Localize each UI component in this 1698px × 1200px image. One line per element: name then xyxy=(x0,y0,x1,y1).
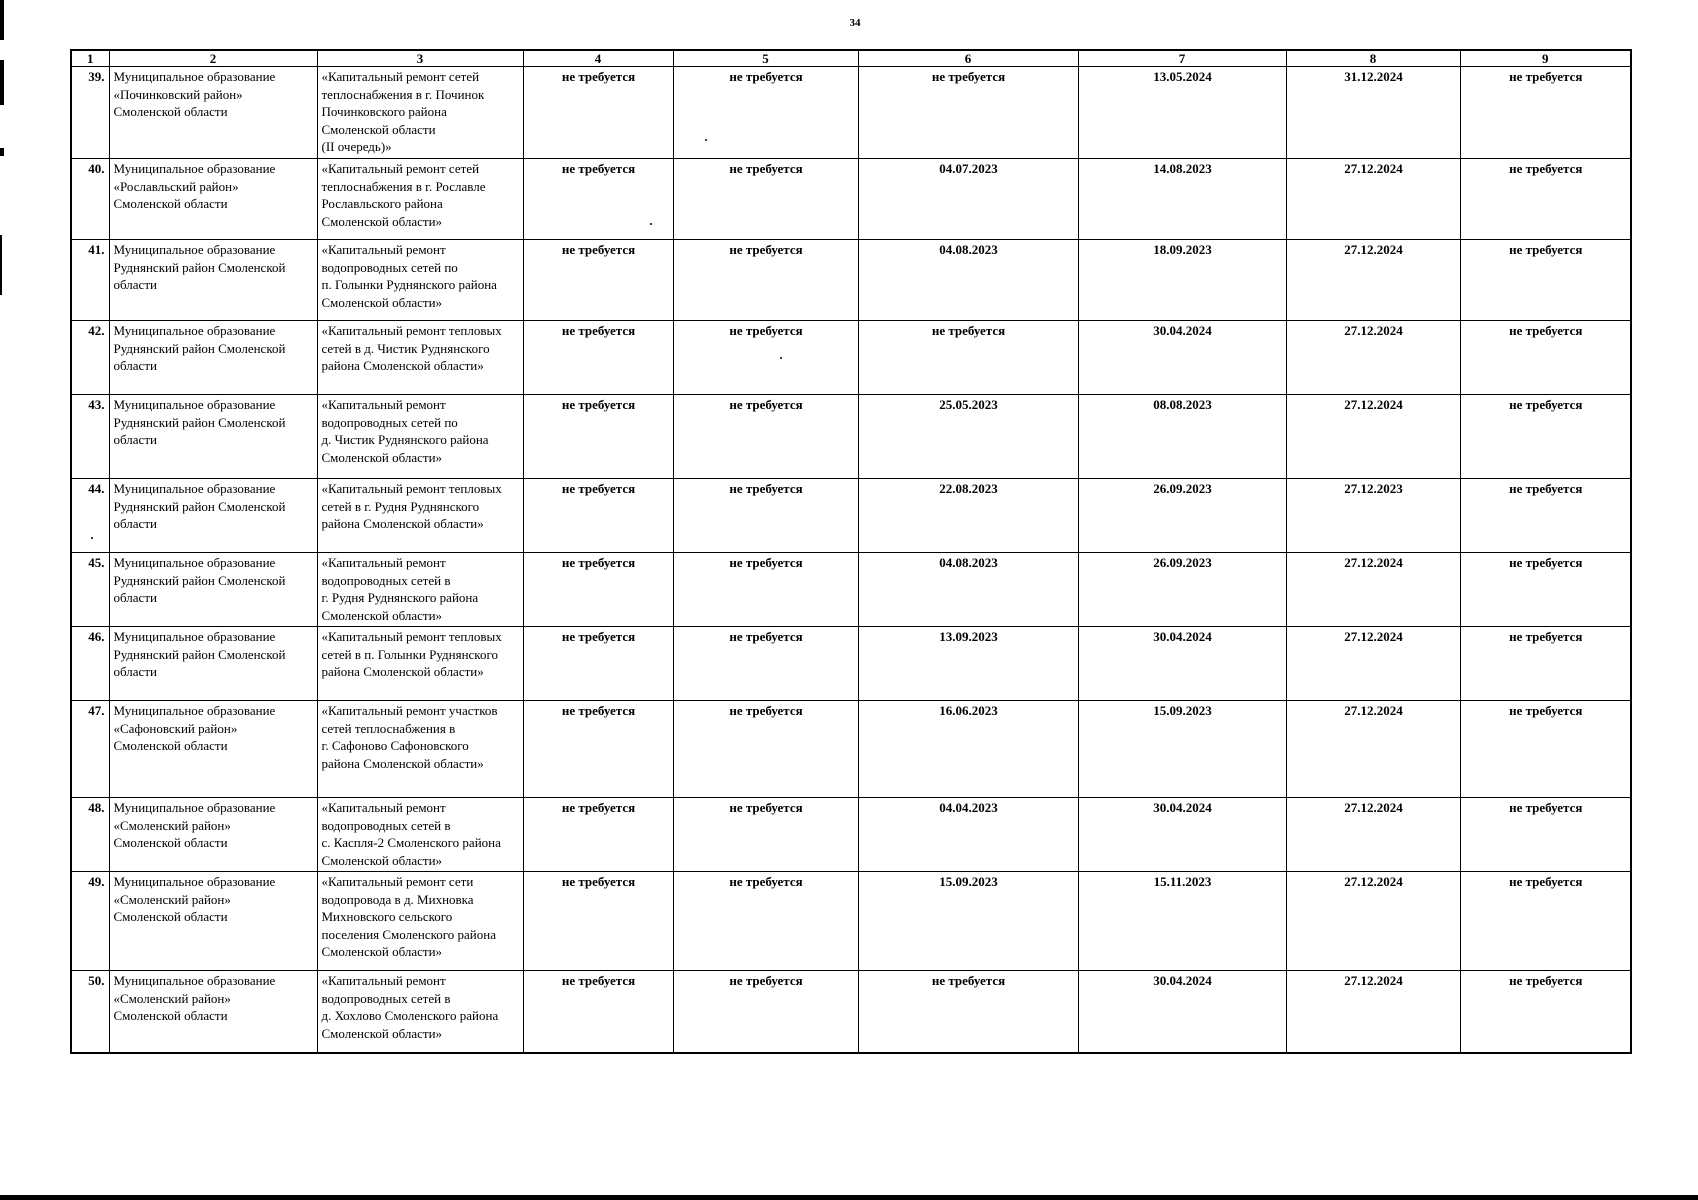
column-number-header: 1 xyxy=(71,50,109,67)
col9-cell: не требуется xyxy=(1460,553,1631,627)
scan-edge-mark xyxy=(0,235,2,295)
col9-cell: не требуется xyxy=(1460,971,1631,1053)
col5-cell: не требуется xyxy=(673,971,858,1053)
col4-cell: не требуется xyxy=(523,553,673,627)
col6-cell: 13.09.2023 xyxy=(858,627,1078,701)
column-number-header: 8 xyxy=(1286,50,1460,67)
municipality-cell: Муниципальное образование Руднянский район Смоленской области xyxy=(109,240,317,321)
scan-edge-mark xyxy=(0,148,4,156)
col4-cell: не требуется xyxy=(523,395,673,479)
col4-cell: не требуется xyxy=(523,159,673,240)
col7-cell: 30.04.2024 xyxy=(1078,321,1286,395)
col5-cell: не требуется xyxy=(673,67,858,159)
col4-cell: не требуется xyxy=(523,798,673,872)
table-row xyxy=(71,240,1631,321)
row-number-cell: 47. xyxy=(71,701,109,798)
row-number-cell: 42. xyxy=(71,321,109,395)
stray-dot xyxy=(780,357,782,359)
column-number-header: 5 xyxy=(673,50,858,67)
stray-dot xyxy=(650,223,652,225)
municipality-cell: Муниципальное образование «Смоленский район» Смоленской области xyxy=(109,971,317,1053)
col9-cell: не требуется xyxy=(1460,67,1631,159)
column-number-header: 3 xyxy=(317,50,523,67)
col7-cell: 14.08.2023 xyxy=(1078,159,1286,240)
col4-cell: не требуется xyxy=(523,971,673,1053)
col6-cell: не требуется xyxy=(858,971,1078,1053)
col8-cell: 27.12.2024 xyxy=(1286,701,1460,798)
col9-cell: не требуется xyxy=(1460,479,1631,553)
col6-cell: 04.08.2023 xyxy=(858,240,1078,321)
col8-cell: 31.12.2024 xyxy=(1286,67,1460,159)
col5-cell: не требуется xyxy=(673,872,858,971)
project-name-cell: «Капитальный ремонт тепловых сетей в г. Рудня Руднянского района Смоленской области» xyxy=(317,479,523,553)
col5-cell: не требуется xyxy=(673,479,858,553)
table-row xyxy=(71,701,1631,798)
col8-cell: 27.12.2023 xyxy=(1286,479,1460,553)
col7-cell: 18.09.2023 xyxy=(1078,240,1286,321)
column-number-header: 9 xyxy=(1460,50,1631,67)
stray-dot xyxy=(91,537,93,539)
col8-cell: 27.12.2024 xyxy=(1286,321,1460,395)
municipality-cell: Муниципальное образование «Смоленский район» Смоленской области xyxy=(109,798,317,872)
col7-cell: 15.09.2023 xyxy=(1078,701,1286,798)
table-row xyxy=(71,395,1631,479)
col8-cell: 27.12.2024 xyxy=(1286,159,1460,240)
col4-cell: не требуется xyxy=(523,872,673,971)
col6-cell: 04.07.2023 xyxy=(858,159,1078,240)
col6-cell: 15.09.2023 xyxy=(858,872,1078,971)
col6-cell: не требуется xyxy=(858,321,1078,395)
row-number-cell: 50. xyxy=(71,971,109,1053)
col8-cell: 27.12.2024 xyxy=(1286,627,1460,701)
col5-cell: не требуется xyxy=(673,240,858,321)
col7-cell: 30.04.2024 xyxy=(1078,971,1286,1053)
schedule-table xyxy=(70,49,1632,1054)
col9-cell: не требуется xyxy=(1460,159,1631,240)
col8-cell: 27.12.2024 xyxy=(1286,872,1460,971)
project-name-cell: «Капитальный ремонт тепловых сетей в п. Голынки Руднянского района Смоленской области» xyxy=(317,627,523,701)
municipality-cell: Муниципальное образование Руднянский район Смоленской области xyxy=(109,553,317,627)
col7-cell: 26.09.2023 xyxy=(1078,479,1286,553)
row-number-cell: 45. xyxy=(71,553,109,627)
municipality-cell: Муниципальное образование «Починковский район» Смоленской области xyxy=(109,67,317,159)
col9-cell: не требуется xyxy=(1460,240,1631,321)
col4-cell: не требуется xyxy=(523,701,673,798)
table-row xyxy=(71,159,1631,240)
table-row xyxy=(71,479,1631,553)
table-row xyxy=(71,872,1631,971)
col5-cell: не требуется xyxy=(673,627,858,701)
col7-cell: 26.09.2023 xyxy=(1078,553,1286,627)
row-number-cell: 48. xyxy=(71,798,109,872)
municipality-cell: Муниципальное образование Руднянский район Смоленской области xyxy=(109,321,317,395)
col6-cell: 25.05.2023 xyxy=(858,395,1078,479)
table-row xyxy=(71,627,1631,701)
col6-cell: 04.04.2023 xyxy=(858,798,1078,872)
col9-cell: не требуется xyxy=(1460,321,1631,395)
col9-cell: не требуется xyxy=(1460,798,1631,872)
col7-cell: 15.11.2023 xyxy=(1078,872,1286,971)
row-number-cell: 39. xyxy=(71,67,109,159)
col4-cell: не требуется xyxy=(523,67,673,159)
municipality-cell: Муниципальное образование «Смоленский район» Смоленской области xyxy=(109,872,317,971)
column-number-header: 7 xyxy=(1078,50,1286,67)
project-name-cell: «Капитальный ремонт сетей теплоснабжения в г. Рославле Рославльского района Смоленской области» xyxy=(317,159,523,240)
col7-cell: 13.05.2024 xyxy=(1078,67,1286,159)
row-number-cell: 44. xyxy=(71,479,109,553)
municipality-cell: Муниципальное образование «Сафоновский район» Смоленской области xyxy=(109,701,317,798)
col6-cell: 16.06.2023 xyxy=(858,701,1078,798)
project-name-cell: «Капитальный ремонт сети водопровода в д. Михновка Михновского сельского поселения Смоленского района Смоленской области» xyxy=(317,872,523,971)
col8-cell: 27.12.2024 xyxy=(1286,971,1460,1053)
project-name-cell: «Капитальный ремонт участков сетей теплоснабжения в г. Сафоново Сафоновского района Смоленской области» xyxy=(317,701,523,798)
col4-cell: не требуется xyxy=(523,240,673,321)
project-name-cell: «Капитальный ремонт водопроводных сетей в г. Рудня Руднянского района Смоленской области» xyxy=(317,553,523,627)
stray-dot xyxy=(705,139,707,141)
col5-cell: не требуется xyxy=(673,798,858,872)
col7-cell: 30.04.2024 xyxy=(1078,798,1286,872)
project-name-cell: «Капитальный ремонт водопроводных сетей по п. Голынки Руднянского района Смоленской области» xyxy=(317,240,523,321)
col9-cell: не требуется xyxy=(1460,872,1631,971)
col5-cell: не требуется xyxy=(673,701,858,798)
table-body xyxy=(71,67,1631,1053)
col7-cell: 30.04.2024 xyxy=(1078,627,1286,701)
row-number-cell: 49. xyxy=(71,872,109,971)
col5-cell: не требуется xyxy=(673,321,858,395)
column-number-header: 6 xyxy=(858,50,1078,67)
col5-cell: не требуется xyxy=(673,553,858,627)
col5-cell: не требуется xyxy=(673,159,858,240)
table-row xyxy=(71,553,1631,627)
scan-edge-mark xyxy=(0,60,4,105)
col4-cell: не требуется xyxy=(523,321,673,395)
col7-cell: 08.08.2023 xyxy=(1078,395,1286,479)
col6-cell: 22.08.2023 xyxy=(858,479,1078,553)
col6-cell: 04.08.2023 xyxy=(858,553,1078,627)
scan-edge-mark xyxy=(0,0,4,40)
project-name-cell: «Капитальный ремонт водопроводных сетей по д. Чистик Руднянского района Смоленской области» xyxy=(317,395,523,479)
col9-cell: не требуется xyxy=(1460,701,1631,798)
scan-bottom-edge xyxy=(0,1195,1698,1200)
col8-cell: 27.12.2024 xyxy=(1286,798,1460,872)
project-name-cell: «Капитальный ремонт водопроводных сетей в с. Каспля-2 Смоленского района Смоленской области» xyxy=(317,798,523,872)
row-number-cell: 41. xyxy=(71,240,109,321)
column-number-header: 4 xyxy=(523,50,673,67)
schedule-table-container xyxy=(70,49,1630,1054)
municipality-cell: Муниципальное образование «Рославльский район» Смоленской области xyxy=(109,159,317,240)
project-name-cell: «Капитальный ремонт водопроводных сетей в д. Хохлово Смоленского района Смоленской области» xyxy=(317,971,523,1053)
table-row xyxy=(71,321,1631,395)
column-number-row xyxy=(71,50,1631,67)
municipality-cell: Муниципальное образование Руднянский район Смоленской области xyxy=(109,627,317,701)
municipality-cell: Муниципальное образование Руднянский район Смоленской области xyxy=(109,395,317,479)
table-row xyxy=(71,798,1631,872)
col8-cell: 27.12.2024 xyxy=(1286,240,1460,321)
page-number: 34 xyxy=(849,17,861,29)
project-name-cell: «Капитальный ремонт сетей теплоснабжения в г. Починок Починковского района Смоленской области (II очередь)» xyxy=(317,67,523,159)
col9-cell: не требуется xyxy=(1460,395,1631,479)
col8-cell: 27.12.2024 xyxy=(1286,553,1460,627)
col5-cell: не требуется xyxy=(673,395,858,479)
col4-cell: не требуется xyxy=(523,627,673,701)
col8-cell: 27.12.2024 xyxy=(1286,395,1460,479)
row-number-cell: 46. xyxy=(71,627,109,701)
row-number-cell: 43. xyxy=(71,395,109,479)
project-name-cell: «Капитальный ремонт тепловых сетей в д. Чистик Руднянского района Смоленской области» xyxy=(317,321,523,395)
col4-cell: не требуется xyxy=(523,479,673,553)
municipality-cell: Муниципальное образование Руднянский район Смоленской области xyxy=(109,479,317,553)
table-row xyxy=(71,67,1631,159)
col6-cell: не требуется xyxy=(858,67,1078,159)
column-number-header: 2 xyxy=(109,50,317,67)
table-row xyxy=(71,971,1631,1053)
row-number-cell: 40. xyxy=(71,159,109,240)
col9-cell: не требуется xyxy=(1460,627,1631,701)
